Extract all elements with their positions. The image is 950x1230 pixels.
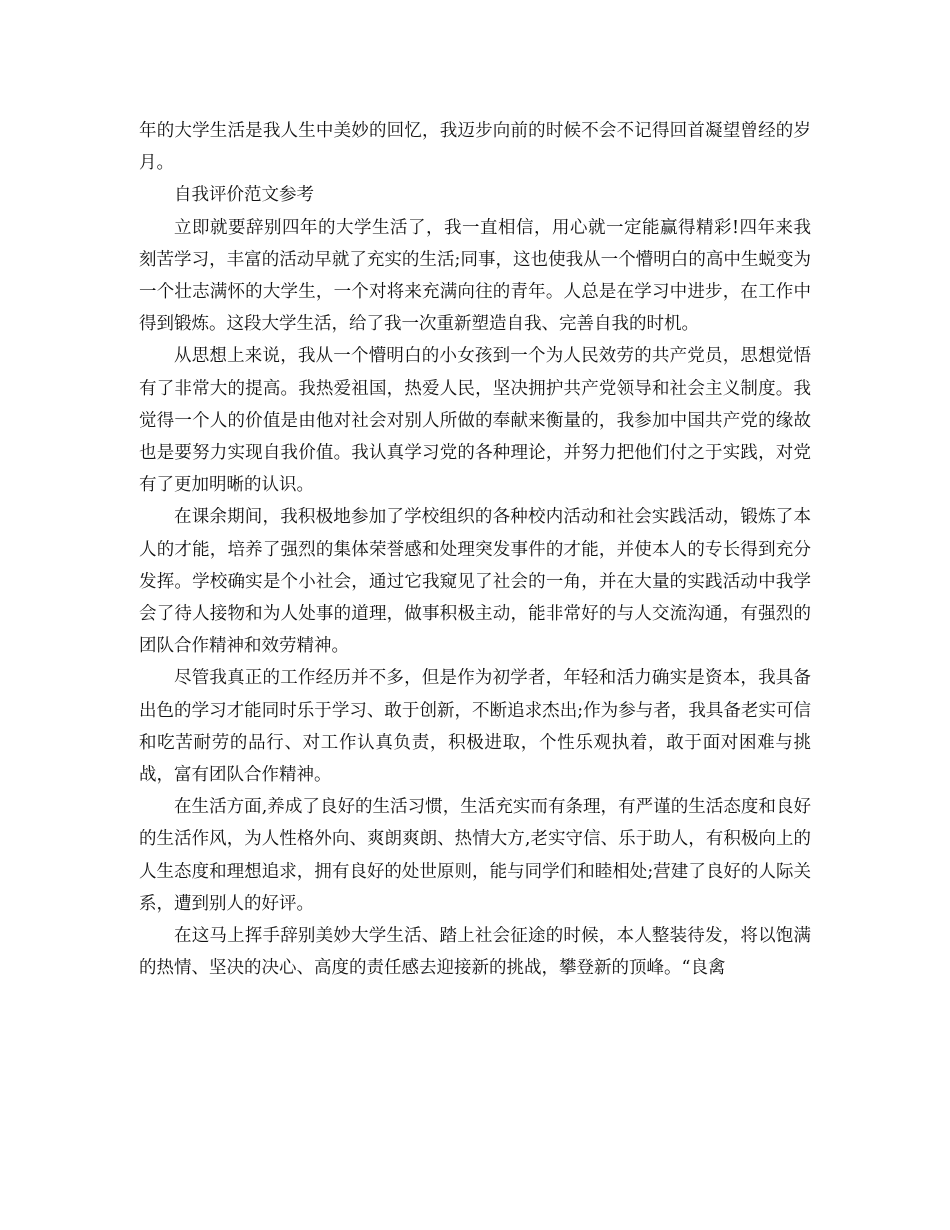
paragraph-continuation: 年的大学生活是我人生中美妙的回忆，我迈步向前的时候不会不记得回首凝望曾经的岁月。: [139, 121, 811, 174]
document-body: [139, 115, 811, 984]
paragraph-ideology: 从思想上来说，我从一个懵明白的小女孩到一个为人民效劳的共产党员，思想觉悟有了非常大的提高。我热爱祖国，热爱人民，坚决拥护共产党领导和社会主义制度。我觉得一个人的价值是由他对社会对别人所做的奉献来衡量的，我参加中国共产党的缘故也是要努力实现自我价值。我认真学习党的各种理论，并努力把他们付之于实践，对党有了更加明晰的认识。: [139, 346, 811, 496]
paragraph-work: 尽管我真正的工作经历并不多，但是作为初学者，年轻和活力确实是资本，我具备出色的学习才能同时乐于学习、敢于创新，不断追求杰出;作为参与者，我具备老实可信和吃苦耐劳的品行、对工作认真负责，积极进取，个性乐观执着，敢于面对困难与挑战，富有团队合作精神。: [139, 668, 811, 786]
paragraph-life: 在生活方面,养成了良好的生活习惯，生活充实而有条理，有严谨的生活态度和良好的生活作风，为人性格外向、爽朗爽朗、热情大方,老实守信、乐于助人，有积极向上的人生态度和理想追求，拥有良好的处世原则，能与同学们和睦相处;营建了良好的人际关系，遭到别人的好评。: [139, 797, 811, 914]
paragraph-activities: 在课余期间，我积极地参加了学校组织的各种校内活动和社会实践活动，锻炼了本人的才能，培养了强烈的集体荣誉感和处理突发事件的才能，并使本人的专长得到充分发挥。学校确实是个小社会，通过它我窥见了社会的一角，并在大量的实践活动中我学会了待人接物和为人处事的道理，做事积极主动，能非常好的与人交流沟通，有强烈的团队合作精神和效劳精神。: [139, 507, 811, 657]
section-heading: 自我评价范文参考: [174, 185, 314, 206]
paragraph-closing: 在这马上挥手辞别美妙大学生活、踏上社会征途的时候，本人整装待发，将以饱满的热情、坚决的决心、高度的责任感去迎接新的挑战，攀登新的顶峰。“良禽: [139, 926, 811, 979]
paragraph-intro: 立即就要辞别四年的大学生活了，我一直相信，用心就一定能赢得精彩!四年来我刻苦学习，丰富的活动早就了充实的生活;同事，这也使我从一个懵明白的高中生蜕变为一个壮志满怀的大学生，一个对将来充满向往的青年。人总是在学习中进步，在工作中得到锻炼。这段大学生活，给了我一次重新塑造自我、完善自我的时机。: [139, 217, 811, 335]
